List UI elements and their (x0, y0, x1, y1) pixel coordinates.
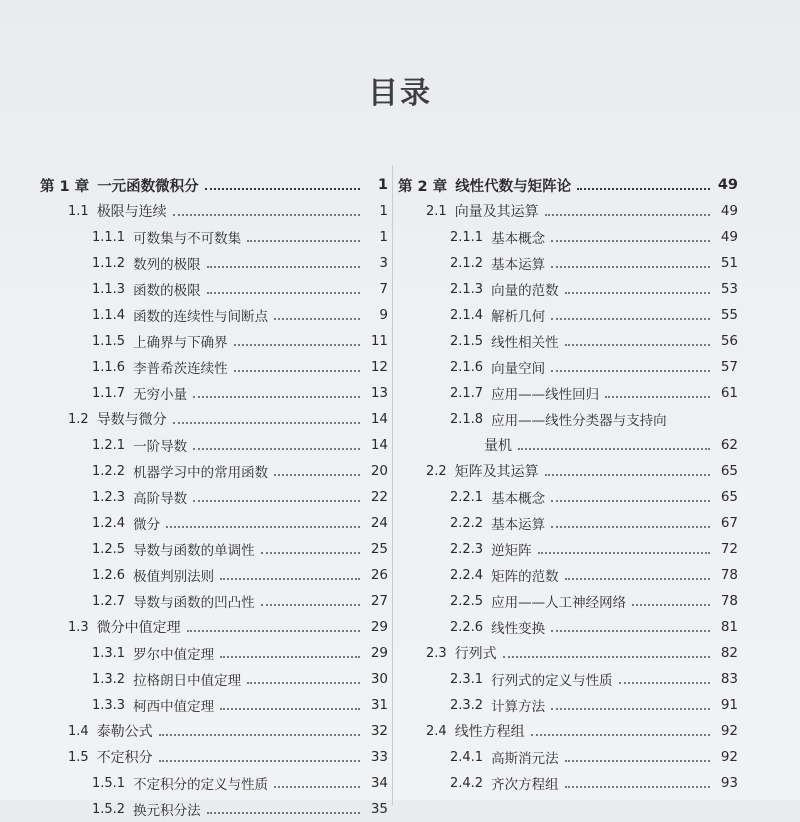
toc-entry-label: 极值判别法则 (133, 569, 215, 585)
toc-entry-page: 30 (370, 671, 388, 687)
toc-entry-label: 量机 (484, 438, 512, 454)
toc-entry-number: 1.1.2 (92, 255, 126, 271)
toc-entry (40, 224, 388, 250)
toc-entry-page: 93 (720, 775, 738, 791)
toc-entry-label: 矩阵及其运算 (454, 464, 539, 480)
toc-entry (40, 432, 388, 458)
toc-entry-label: 上确界与下确界 (133, 335, 228, 351)
dot-leader (159, 733, 360, 736)
dot-leader (234, 369, 360, 372)
toc-entry-label: 一阶导数 (133, 439, 188, 455)
toc-entry (40, 172, 388, 198)
toc-entry (398, 302, 738, 328)
toc-entry-page: 57 (720, 359, 738, 375)
toc-entry-page: 13 (370, 385, 388, 401)
toc-entry-number: 1.1.7 (92, 385, 126, 401)
toc-entry (40, 666, 388, 692)
toc-entry-page: 26 (370, 567, 388, 583)
dot-leader (207, 291, 360, 294)
toc-entry-number: 1.3 (68, 619, 89, 635)
toc-entry-page: 27 (370, 593, 388, 609)
toc-entry-label: 换元积分法 (133, 803, 201, 819)
toc-entry-label: 高阶导数 (133, 491, 188, 507)
dot-leader (531, 733, 710, 736)
dot-leader (220, 707, 360, 710)
toc-entry-number: 1.1.3 (92, 281, 126, 297)
dot-leader (193, 395, 360, 398)
toc-entry-label: 导数与函数的凹凸性 (133, 595, 255, 611)
toc-entry-page: 78 (720, 567, 738, 583)
toc-entry-label: 基本概念 (491, 491, 546, 507)
toc-entry-page: 51 (720, 255, 738, 271)
dot-leader (565, 291, 710, 294)
dot-leader (247, 681, 360, 684)
toc-entry-number: 2.1.3 (450, 281, 484, 297)
toc-entry-label: 齐次方程组 (491, 777, 559, 793)
dot-leader (159, 759, 360, 762)
toc-entry-number: 1.1.4 (92, 307, 126, 323)
dot-leader (577, 187, 710, 190)
toc-entry-label: 向量及其运算 (454, 204, 539, 220)
toc-entry-page: 72 (720, 541, 738, 557)
toc-entry-number: 2.2.5 (450, 593, 484, 609)
toc-entry (40, 406, 388, 432)
dot-leader (551, 239, 710, 242)
toc-entry-number: 2.3.2 (450, 697, 484, 713)
toc-entry-label: 极限与连续 (96, 204, 167, 220)
toc-entry-page: 9 (379, 307, 388, 323)
dot-leader (619, 681, 710, 684)
toc-entry (398, 224, 738, 250)
toc-entry-label: 基本运算 (491, 517, 546, 533)
toc-entry-page: 65 (720, 489, 738, 505)
toc-entry (40, 458, 388, 484)
toc-entry (398, 484, 738, 510)
toc-entry-page: 25 (370, 541, 388, 557)
toc-entry-label: 线性代数与矩阵论 (455, 178, 572, 195)
dot-leader (261, 603, 360, 606)
toc-entry-label: 柯西中值定理 (133, 699, 215, 715)
toc-entry (40, 328, 388, 354)
toc-entry (398, 562, 738, 588)
toc-entry-page: 62 (720, 437, 738, 453)
toc-entry-page: 35 (370, 801, 388, 817)
toc-entry-page: 32 (370, 723, 388, 739)
toc-entry (40, 536, 388, 562)
toc-entry-page: 29 (370, 645, 388, 661)
toc-entry (40, 640, 388, 666)
toc-entry (398, 328, 738, 354)
dot-leader (173, 421, 360, 424)
toc-right-column (398, 172, 738, 796)
toc-entry-page: 49 (720, 229, 738, 245)
toc-entry-number: 1.2.2 (92, 463, 126, 479)
toc-entry (398, 744, 738, 770)
toc-entry-number: 1.2 (68, 411, 89, 427)
toc-entry-label: 基本概念 (491, 231, 546, 247)
toc-entry (398, 770, 738, 796)
toc-entry-number: 2.3.1 (450, 671, 484, 687)
toc-entry-number: 1.2.3 (92, 489, 126, 505)
dot-leader (538, 551, 710, 554)
dot-leader (551, 707, 710, 710)
toc-entry-label: 解析几何 (491, 309, 546, 325)
toc-entry (398, 198, 738, 224)
toc-entry-page: 83 (720, 671, 738, 687)
toc-entry-page: 49 (717, 177, 738, 193)
toc-entry (40, 744, 388, 770)
toc-entry-label: 逆矩阵 (491, 543, 532, 559)
toc-entry (398, 458, 738, 484)
toc-entry-label: 应用——人工神经网络 (491, 595, 627, 611)
toc-entry-page: 22 (370, 489, 388, 505)
toc-entry-number: 1.3.1 (92, 645, 126, 661)
toc-entry-number: 2.1.7 (450, 385, 484, 401)
toc-entry-label: 向量的范数 (491, 283, 559, 299)
toc-entry-number: 2.1.6 (450, 359, 484, 375)
page-title: 目录 (368, 76, 432, 111)
toc-entry-number: 2.2.3 (450, 541, 484, 557)
dot-leader (220, 655, 360, 658)
toc-entry-number: 第 1 章 (40, 178, 90, 195)
dot-leader (605, 395, 710, 398)
toc-entry-number: 1.1.5 (92, 333, 126, 349)
toc-entry-label: 向量空间 (491, 361, 546, 377)
toc-entry-number: 2.2.4 (450, 567, 484, 583)
toc-entry-label: 微分中值定理 (96, 620, 181, 636)
dot-leader (551, 317, 710, 320)
toc-entry-label: 拉格朗日中值定理 (133, 673, 242, 689)
toc-entry (40, 276, 388, 302)
toc-entry-label: 行列式 (454, 646, 497, 662)
toc-entry-label: 线性变换 (491, 621, 546, 637)
toc-entry (398, 614, 738, 640)
toc-entry-number: 1.5.1 (92, 775, 126, 791)
dot-leader (274, 317, 360, 320)
toc-entry-number: 1.2.7 (92, 593, 126, 609)
dot-leader (551, 499, 710, 502)
toc-entry-label: 计算方法 (491, 699, 546, 715)
toc-entry (398, 432, 738, 458)
dot-leader (234, 343, 360, 346)
dot-leader (207, 265, 360, 268)
toc-entry-label: 无穷小量 (133, 387, 188, 403)
toc-entry-page: 14 (370, 411, 388, 427)
toc-entry-number: 1.1.6 (92, 359, 126, 375)
toc-entry (398, 380, 738, 406)
dot-leader (274, 785, 360, 788)
toc-entry-number: 2.1.8 (450, 411, 484, 427)
toc-entry-label: 函数的极限 (133, 283, 201, 299)
toc-entry-label: 矩阵的范数 (491, 569, 559, 585)
toc-entry-number: 1.1.1 (92, 229, 126, 245)
dot-leader (565, 759, 710, 762)
toc-entry-page: 53 (720, 281, 738, 297)
toc-entry (398, 354, 738, 380)
toc-entry-number: 2.2.1 (450, 489, 484, 505)
toc-entry (398, 640, 738, 666)
dot-leader (261, 551, 360, 554)
toc-entry-page: 33 (370, 749, 388, 765)
toc-entry-page: 56 (720, 333, 738, 349)
toc-entry-page: 1 (379, 203, 388, 219)
dot-leader (187, 629, 360, 632)
toc-entry-page: 92 (720, 723, 738, 739)
toc-entry-label: 数列的极限 (133, 257, 201, 273)
toc-entry (40, 510, 388, 536)
toc-entry (40, 250, 388, 276)
toc-entry (40, 302, 388, 328)
toc-entry-number: 1.5.2 (92, 801, 126, 817)
toc-entry (398, 536, 738, 562)
dot-leader (503, 655, 710, 658)
toc-entry-number: 2.4.2 (450, 775, 484, 791)
toc-entry-label: 导数与微分 (96, 412, 167, 428)
toc-entry-page: 82 (720, 645, 738, 661)
toc-entry (40, 692, 388, 718)
toc-entry-page: 91 (720, 697, 738, 713)
toc-entry-label: 函数的连续性与间断点 (133, 309, 269, 325)
toc-entry (40, 380, 388, 406)
toc-entry-page: 31 (370, 697, 388, 713)
toc-entry (40, 484, 388, 510)
toc-entry-page: 20 (370, 463, 388, 479)
toc-entry-page: 92 (720, 749, 738, 765)
toc-entry (398, 172, 738, 198)
toc-entry-number: 1.2.1 (92, 437, 126, 453)
dot-leader (274, 473, 360, 476)
toc-entry-page: 67 (720, 515, 738, 531)
toc-entry (40, 562, 388, 588)
toc-entry-page: 78 (720, 593, 738, 609)
toc-entry-number: 1.5 (68, 749, 89, 765)
toc-entry-label: 不定积分 (96, 750, 153, 766)
toc-entry-page: 55 (720, 307, 738, 323)
dot-leader (205, 187, 360, 190)
dot-leader (632, 603, 710, 606)
toc-entry-label: 应用——线性分类器与支持向 (491, 413, 667, 429)
toc-entry-page: 29 (370, 619, 388, 635)
toc-entry-page: 3 (379, 255, 388, 271)
toc-entry-label: 线性相关性 (491, 335, 559, 351)
toc-entry-label: 罗尔中值定理 (133, 647, 215, 663)
toc-entry-page: 1 (377, 177, 388, 193)
toc-entry-label: 基本运算 (491, 257, 546, 273)
toc-entry-number: 1.2.6 (92, 567, 126, 583)
dot-leader (565, 343, 710, 346)
dot-leader (220, 577, 360, 580)
toc-entry-number: 2.1 (426, 203, 447, 219)
toc-entry-label: 泰勒公式 (96, 724, 153, 740)
toc-entry (398, 250, 738, 276)
dot-leader (551, 629, 710, 632)
toc-entry (40, 354, 388, 380)
dot-leader (545, 213, 710, 216)
dot-leader (193, 447, 360, 450)
toc-entry-number: 2.2.2 (450, 515, 484, 531)
dot-leader (207, 811, 360, 814)
toc-entry (40, 198, 388, 224)
dot-leader (173, 213, 360, 216)
toc-entry-number: 1.2.5 (92, 541, 126, 557)
toc-entry-page: 12 (370, 359, 388, 375)
toc-entry-number: 2.4 (426, 723, 447, 739)
toc-entry-page: 11 (370, 333, 388, 349)
toc-entry-label: 李普希茨连续性 (133, 361, 228, 377)
toc-entry-number: 1.4 (68, 723, 89, 739)
toc-entry (40, 614, 388, 640)
toc-entry-page: 14 (370, 437, 388, 453)
toc-entry-number: 2.4.1 (450, 749, 484, 765)
toc-entry-number: 2.2 (426, 463, 447, 479)
toc-entry (398, 666, 738, 692)
toc-entry (40, 770, 388, 796)
dot-leader (166, 525, 360, 528)
toc-entry-page: 7 (379, 281, 388, 297)
toc-entry-label: 机器学习中的常用函数 (133, 465, 269, 481)
toc-entry (398, 588, 738, 614)
dot-leader (551, 525, 710, 528)
dot-leader (545, 473, 710, 476)
toc-entry-label: 不定积分的定义与性质 (133, 777, 269, 793)
toc-entry (40, 718, 388, 744)
toc-entry-page: 61 (720, 385, 738, 401)
toc-entry (398, 510, 738, 536)
toc-entry-label: 高斯消元法 (491, 751, 559, 767)
toc-entry-number: 2.3 (426, 645, 447, 661)
toc-entry-label: 线性方程组 (454, 724, 525, 740)
toc-entry (398, 718, 738, 744)
toc-entry-number: 2.1.4 (450, 307, 484, 323)
toc-entry-number: 1.3.3 (92, 697, 126, 713)
toc-entry-number: 第 2 章 (398, 178, 448, 195)
dot-leader (518, 447, 710, 450)
toc-entry-label: 导数与函数的单调性 (133, 543, 255, 559)
dot-leader (551, 265, 710, 268)
dot-leader (247, 239, 360, 242)
toc-entry-label: 可数集与不可数集 (133, 231, 242, 247)
dot-leader (551, 369, 710, 372)
toc-entry (398, 406, 738, 432)
toc-entry-number: 2.1.1 (450, 229, 484, 245)
toc-entry-page: 65 (720, 463, 738, 479)
dot-leader (193, 499, 360, 502)
toc-entry-page: 81 (720, 619, 738, 635)
toc-entry-number: 1.3.2 (92, 671, 126, 687)
toc-entry (40, 588, 388, 614)
toc-entry-number: 1.1 (68, 203, 89, 219)
dot-leader (565, 785, 710, 788)
toc-entry-page: 49 (720, 203, 738, 219)
toc-entry-page: 34 (370, 775, 388, 791)
toc-entry-label: 应用——线性回归 (491, 387, 600, 403)
toc-entry (398, 276, 738, 302)
toc-entry-label: 一元函数微积分 (97, 178, 199, 195)
toc-entry-number: 2.1.2 (450, 255, 484, 271)
toc-entry-page: 1 (379, 229, 388, 245)
toc-left-column (40, 172, 388, 822)
toc-entry-label: 微分 (133, 517, 161, 533)
toc-entry-number: 2.2.6 (450, 619, 484, 635)
toc-entry-number: 2.1.5 (450, 333, 484, 349)
dot-leader (565, 577, 710, 580)
toc-entry-number: 1.2.4 (92, 515, 126, 531)
toc-entry-page: 24 (370, 515, 388, 531)
toc-entry (398, 692, 738, 718)
column-divider (392, 165, 393, 805)
toc-entry-label: 行列式的定义与性质 (491, 673, 613, 689)
